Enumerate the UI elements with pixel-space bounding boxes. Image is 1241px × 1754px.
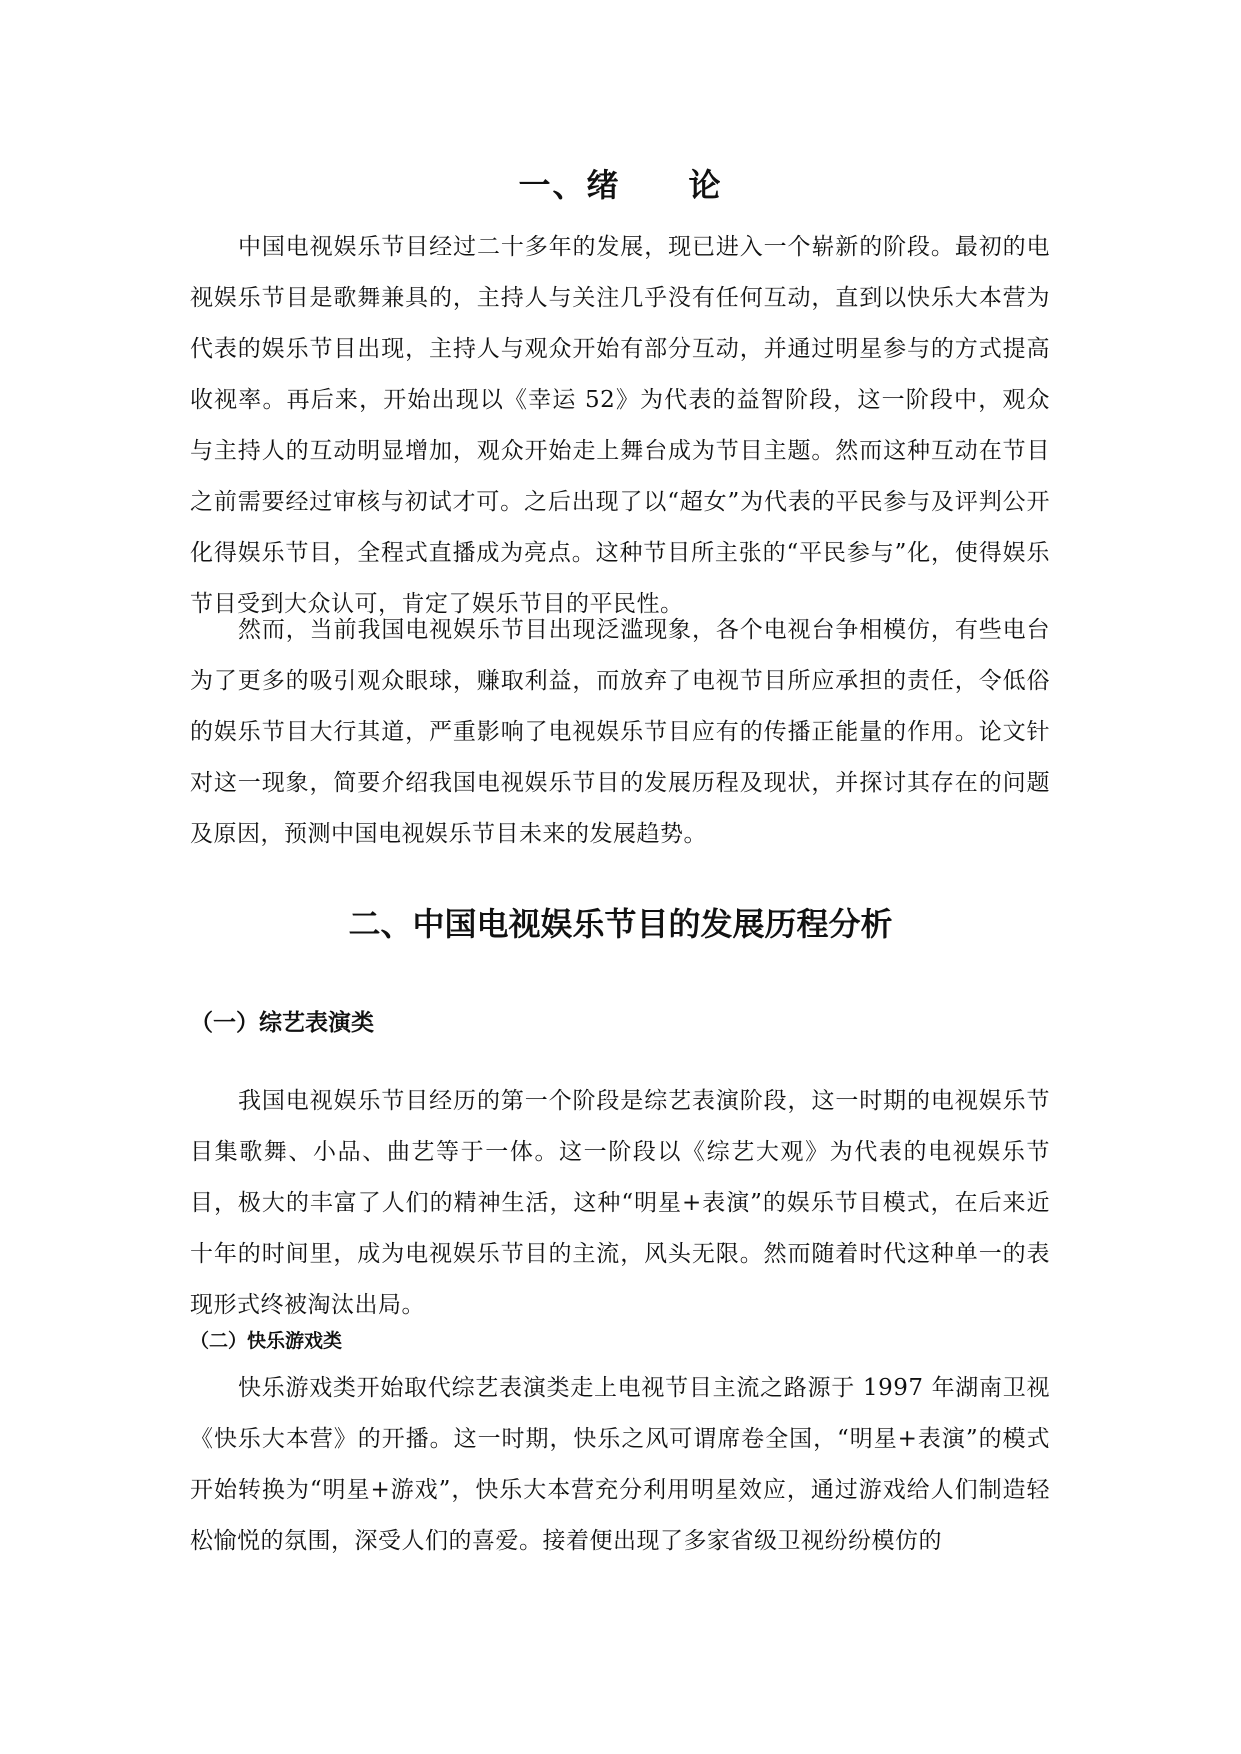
section-1-paragraph: 我国电视娱乐节目经历的第一个阶段是综艺表演阶段，这一时期的电视娱乐节目集歌舞、小品、曲艺等于一体。这一阶段以《综艺大观》为代表的电视娱乐节目，极大的丰富了人们的精神生活，这种“明星+表演”的娱乐节目模式，在后来近十年的时间里，成为电视娱乐节目的主流，风头无限。然而随着时代这种单一的表现形式终被淘汰出局。: [190, 1088, 1050, 1318]
chapter-2-title: 二、中国电视娱乐节目的发展历程分析: [348, 905, 893, 943]
chapter-1-paragraph-1: 中国电视娱乐节目经过二十多年的发展，现已进入一个崭新的阶段。最初的电视娱乐节目是歌舞兼具的，主持人与关注几乎没有任何互动，直到以快乐大本营为代表的娱乐节目出现，主持人与观众开始有部分互动，并通过明星参与的方式提高收视率。再后来，开始出现以《幸运 52》为代表的益智阶段，这一阶段中，观众与主持人的互动明显增加，观众开始走上舞台成为节目主题。然而这种互动在节目之前需要经过审核与初试才可。之后出现了以“超女”为代表的平民参与及评判公开化得娱乐节目，全程式直播成为亮点。这种节目所主张的“平民参与”化，使得娱乐节目受到大众认可，肯定了娱乐节目的平民性。: [190, 234, 1050, 617]
section-2-paragraph: 快乐游戏类开始取代综艺表演类走上电视节目主流之路源于 1997 年湖南卫视《快乐大本营》的开播。这一时期，快乐之风可谓席卷全国，“明星+表演”的模式开始转换为“明星+游戏”，快乐大本营充分利用明星效应，通过游戏给人们制造轻松愉悦的氛围，深受人们的喜爱。接着便出现了多家省级卫视纷纷模仿的: [190, 1375, 1050, 1554]
section-1-heading: （一）综艺表演类: [190, 1010, 374, 1036]
chapter-1-paragraph-2: 然而，当前我国电视娱乐节目出现泛滥现象，各个电视台争相模仿，有些电台为了更多的吸引观众眼球，赚取利益，而放弃了电视节目所应承担的责任，令低俗的娱乐节目大行其道，严重影响了电视娱乐节目应有的传播正能量的作用。论文针对这一现象，简要介绍我国电视娱乐节目的发展历程及现状，并探讨其存在的问题及原因，预测中国电视娱乐节目未来的发展趋势。: [190, 617, 1050, 847]
chapter-1-title: 一、绪 论: [518, 166, 723, 204]
section-2-heading: （二）快乐游戏类: [190, 1330, 343, 1352]
